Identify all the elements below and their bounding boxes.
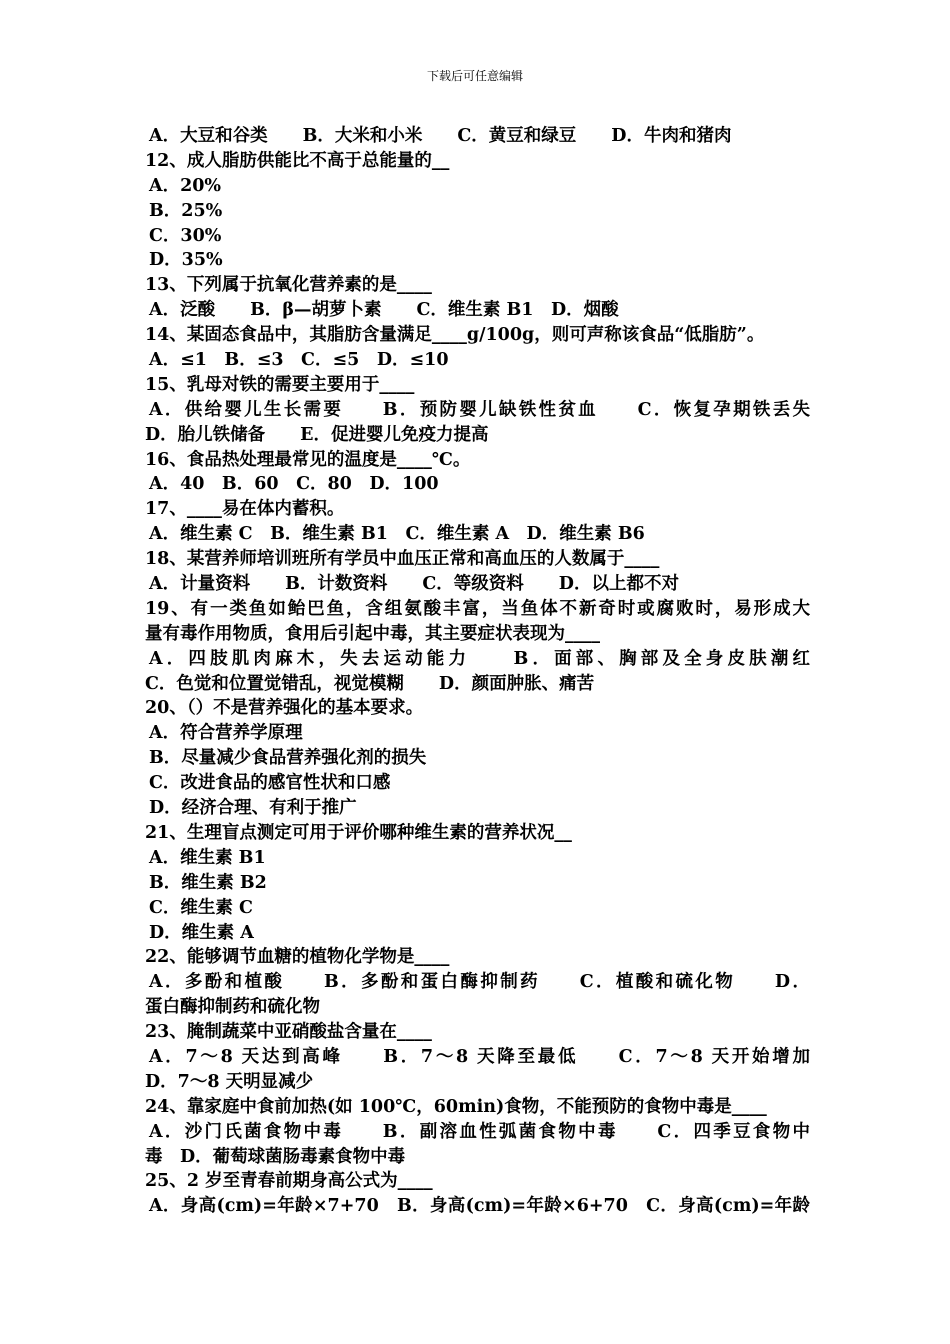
text-line: 量有毒作用物质，食用后引起中毒，其主要症状表现为____	[145, 623, 600, 644]
text-line: C．改进食品的感官性状和口感	[149, 773, 391, 794]
text-line: 13、下列属于抗氧化营养素的是____	[145, 275, 432, 296]
text-line: A．≤1 B．≤3 C．≤5 D．≤10	[149, 350, 449, 371]
text-line: 18、某营养师培训班所有学员中血压正常和高血压的人数属于____	[145, 549, 660, 570]
text-line: 毒 D．葡萄球菌肠毒素食物中毒	[145, 1146, 406, 1167]
text-line: A．符合营养学原理	[149, 723, 303, 744]
text-line: C．30%	[149, 225, 222, 246]
text-line: D．胎儿铁储备 E．促进婴儿免疫力提高	[145, 424, 489, 445]
text-line: C．色觉和位置觉错乱，视觉模糊 D．颜面肿胀、痛苦	[145, 673, 595, 694]
text-line: 12、成人脂肪供能比不高于总能量的__	[145, 150, 450, 171]
text-line: D．维生素 A	[149, 922, 254, 943]
text-line: 蛋白酶抑制药和硫化物	[145, 997, 320, 1018]
text-line: B．尽量减少食品营养强化剂的损失	[149, 748, 427, 769]
text-line: 16、食品热处理最常见的温度是____℃。	[145, 449, 471, 470]
text-line: A．泛酸 B．β—胡萝卜素 C．维生素 B1 D．烟酸	[149, 300, 619, 321]
text-line: 24、靠家庭中食前加热(如 100℃，60min)食物，不能预防的食物中毒是____	[145, 1096, 767, 1117]
text-line: 19、有一类鱼如鲐巴鱼，含组氨酸丰富，当鱼体不新奇时或腐败时，易形成大	[145, 598, 810, 619]
text-line: 20、（）不是营养强化的基本要求。	[145, 698, 424, 719]
text-line: A．7～8 天达到高峰 B．7～8 天降至最低 C．7～8 天开始增加	[149, 1046, 810, 1067]
page-header: 下载后可任意编辑	[426, 69, 523, 83]
text-line: A．40 B．60 C．80 D．100	[149, 474, 439, 495]
text-line: A．20%	[149, 175, 222, 196]
text-line: D．35%	[149, 250, 223, 271]
text-line: A．沙门氏菌食物中毒 B．副溶血性弧菌食物中毒 C．四季豆食物中	[149, 1121, 810, 1142]
text-line: 25、2 岁至青春前期身高公式为____	[145, 1171, 433, 1192]
text-line: A．多酚和植酸 B．多酚和蛋白酶抑制药 C．植酸和硫化物 D．	[149, 972, 810, 993]
text-line: A．供给婴儿生长需要 B．预防婴儿缺铁性贫血 C．恢复孕期铁丢失	[149, 399, 810, 420]
text-line: 23、腌制蔬菜中亚硝酸盐含量在____	[145, 1022, 432, 1043]
text-line: A．大豆和谷类 B．大米和小米 C．黄豆和绿豆 D．牛肉和猪肉	[149, 126, 732, 146]
text-line: 15、乳母对铁的需要主要用于____	[145, 374, 415, 395]
text-line: A．身高(cm)=年龄×7+70 B．身高(cm)=年龄×6+70 C．身高(cm)=年龄	[149, 1196, 810, 1217]
text-line: A．维生素 B1	[149, 847, 266, 868]
text-line: B．25%	[149, 200, 223, 221]
text-line: A．计量资料 B．计数资料 C．等级资料 D．以上都不对	[149, 574, 679, 595]
text-line: A．四肢肌肉麻木，失去运动能力 B．面部、胸部及全身皮肤潮红	[149, 648, 810, 669]
text-line: 17、____易在体内蓄积。	[145, 499, 345, 520]
text-line: 21、生理盲点测定可用于评价哪种维生素的营养状况__	[145, 822, 572, 843]
text-line: 14、某固态食品中，其脂肪含量满足____g/100g，则可声称该食品“低脂肪”。	[145, 325, 765, 346]
text-line: D．7～8 天明显减少	[145, 1071, 314, 1092]
text-line: A．维生素 C B．维生素 B1 C．维生素 A D．维生素 B6	[149, 524, 645, 545]
text-line: D．经济合理、有利于推广	[149, 798, 357, 819]
text-line: 22、能够调节血糖的植物化学物是____	[145, 947, 450, 968]
exam-questions	[145, 124, 810, 1219]
text-line: B．维生素 B2	[149, 872, 267, 893]
text-line: C．维生素 C	[149, 897, 253, 918]
